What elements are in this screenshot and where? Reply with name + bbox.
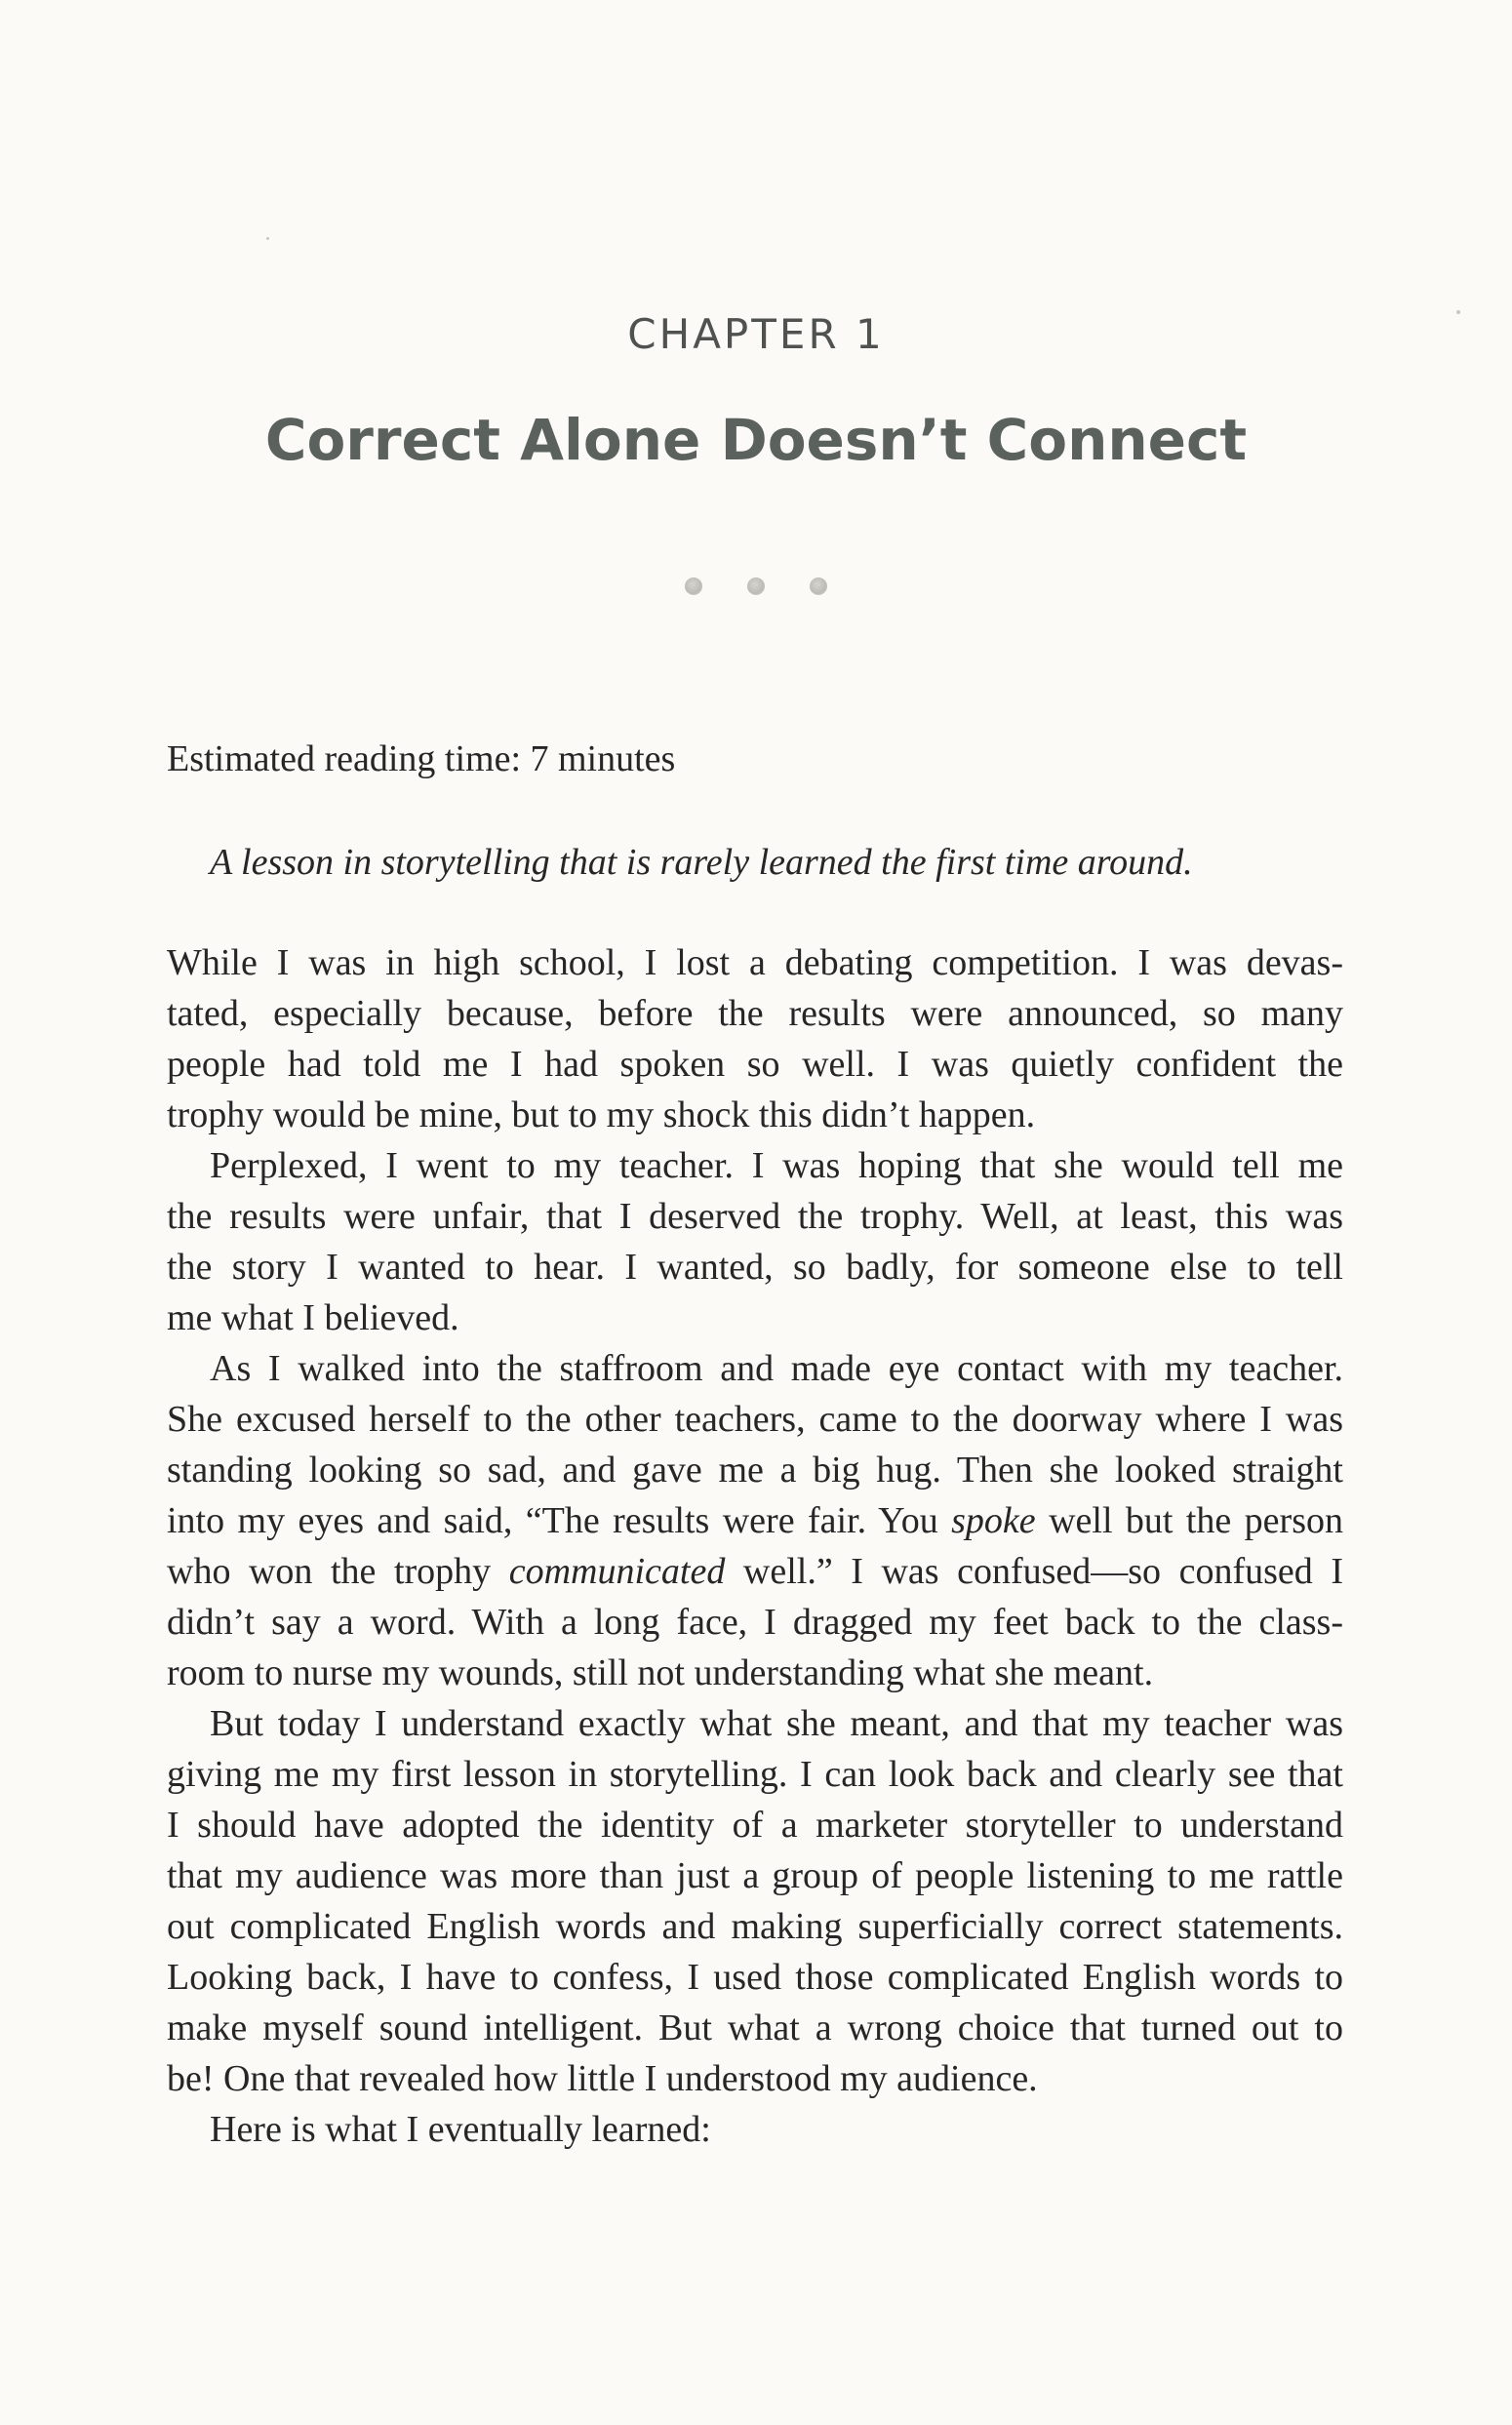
emphasis-communicated: communicated (508, 1551, 726, 1592)
text-line (167, 1546, 1343, 1597)
text-line: She excused herself to the other teachers, came to the doorway where I was (167, 1399, 1343, 1440)
emphasis-spoke: spoke (951, 1500, 1036, 1541)
text-line: that my audience was more than just a group of people listening to me rattle (167, 1855, 1343, 1896)
text-line: me what I believed. (167, 1297, 459, 1338)
paragraph-3 (167, 1343, 1343, 1698)
text-line: room to nurse my wounds, still not understanding what she meant. (167, 1652, 1154, 1693)
scan-speck (266, 237, 269, 240)
text-line: people had told me I had spoken so well. I was quietly confident the (167, 1044, 1343, 1085)
chapter-title: Correct Alone Doesn’t Connect (264, 407, 1248, 473)
text-line: standing looking so sad, and gave me a big hug. Then she looked straight (167, 1450, 1343, 1491)
text-span: well.” I was confused—so confused I (725, 1551, 1343, 1592)
text-span: into my eyes and said, “The results were fair. You (167, 1500, 952, 1541)
text-line: Here is what I eventually learned: (210, 2109, 711, 2150)
three-dot-ornament-icon (0, 577, 1512, 595)
text-line: While I was in high school, I lost a debating competition. I was devas- (167, 942, 1343, 983)
text-line: I should have adopted the identity of a marketer storyteller to understand (167, 1805, 1343, 1846)
ornament-dot (685, 577, 702, 595)
ornament-dot (747, 577, 765, 595)
text-line: the story I wanted to hear. I wanted, so badly, for someone else to tell (167, 1247, 1343, 1288)
paragraph-4 (167, 1698, 1343, 2104)
paragraph-1 (167, 937, 1343, 1140)
text-line: giving me my first lesson in storytelling. I can look back and clearly see that (167, 1754, 1343, 1795)
text-span: who won the trophy (167, 1551, 509, 1592)
paragraph-5 (167, 2104, 1343, 2155)
text-line: But today I understand exactly what she meant, and that my teacher was (210, 1703, 1343, 1744)
reading-time: Estimated reading time: 7 minutes (167, 738, 676, 779)
text-line: As I walked into the staffroom and made eye contact with my teacher. (210, 1348, 1343, 1389)
chapter-label: CHAPTER 1 (627, 310, 885, 358)
text-line: the results were unfair, that I deserved the trophy. Well, at least, this was (167, 1196, 1343, 1237)
text-line: tated, especially because, before the results were announced, so many (167, 993, 1343, 1034)
text-line: didn’t say a word. With a long face, I dragged my feet back to the class- (167, 1602, 1343, 1643)
body-text (167, 937, 1343, 2155)
text-line: trophy would be mine, but to my shock this didn’t happen. (167, 1094, 1036, 1135)
text-line: Looking back, I have to confess, I used those complicated English words to (167, 1957, 1343, 1998)
epigraph: A lesson in storytelling that is rarely learned the first time around. (210, 842, 1193, 883)
text-line (167, 1495, 1343, 1546)
paragraph-2 (167, 1140, 1343, 1343)
text-line: Perplexed, I went to my teacher. I was hoping that she would tell me (210, 1145, 1343, 1186)
ornament-dot (810, 577, 827, 595)
text-span: well but the person (1035, 1500, 1343, 1541)
text-line: make myself sound intelligent. But what a wrong choice that turned out to (167, 2008, 1343, 2048)
text-line: be! One that revealed how little I understood my audience. (167, 2058, 1038, 2099)
text-line: out complicated English words and making superficially correct statements. (167, 1906, 1343, 1947)
